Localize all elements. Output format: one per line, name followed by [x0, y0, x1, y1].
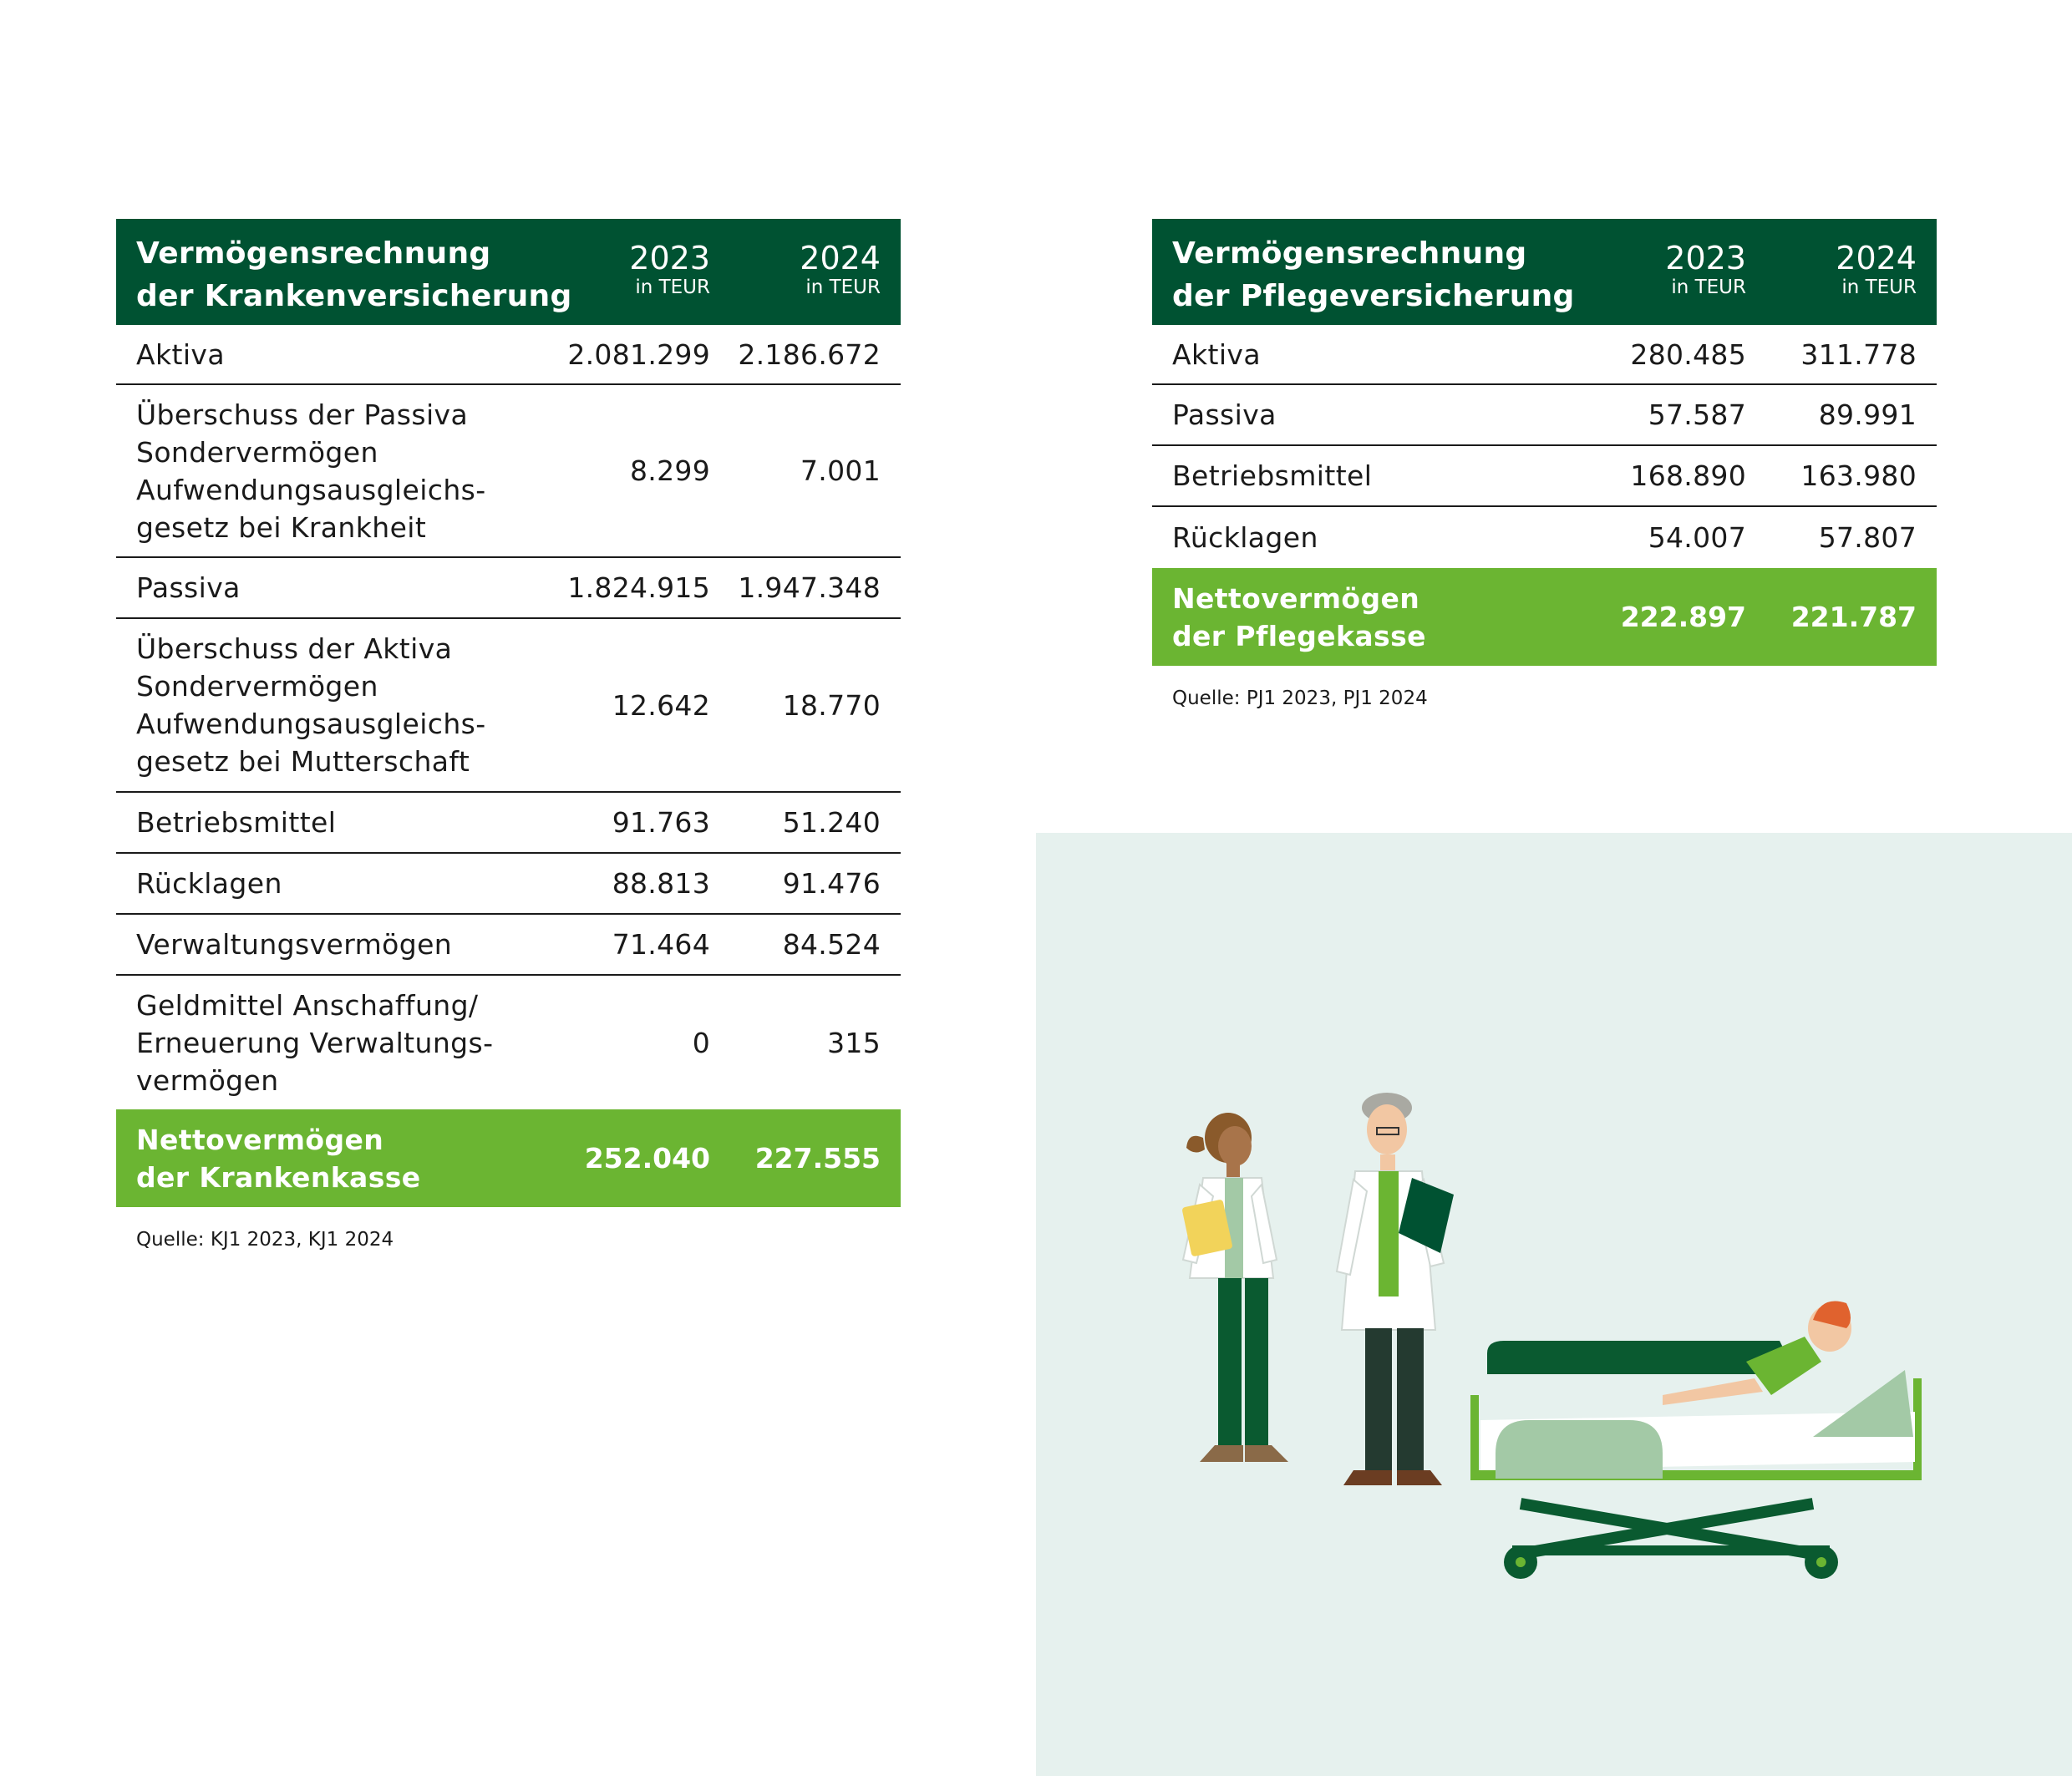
value-2024: 18.770 — [782, 688, 881, 722]
value-2023: 88.813 — [612, 867, 710, 900]
row-label: Aktiva — [136, 337, 225, 371]
row-label: Aktiva — [1172, 337, 1261, 371]
table-row — [116, 854, 901, 915]
value-2024: 91.476 — [782, 867, 881, 900]
net-value-2023: 252.040 — [584, 1142, 710, 1175]
value-2023: 8.299 — [630, 454, 710, 487]
table-header — [116, 219, 901, 325]
row-label: Überschuss der Aktiva Sondervermögen Aufwendungsausgleichs- gesetz bei Mutterschaft — [136, 632, 486, 778]
value-2024: 57.807 — [1818, 521, 1917, 554]
table-row — [116, 325, 901, 385]
net-assets-row — [116, 1109, 901, 1207]
net-assets-row — [1152, 568, 1937, 666]
row-label: Überschuss der Passiva Sondervermögen Aufwendungsausgleichs- gesetz bei Krankheit — [136, 398, 486, 544]
value-2023: 12.642 — [612, 688, 710, 722]
table-row — [1152, 446, 1937, 507]
value-2023: 54.007 — [1648, 521, 1746, 554]
row-label: Verwaltungsvermögen — [136, 928, 453, 961]
value-2024: 315 — [827, 1026, 881, 1059]
column-header-2024: 2024 in TEUR — [1836, 240, 1917, 298]
row-label: Passiva — [1172, 398, 1277, 431]
row-label: Rücklagen — [1172, 521, 1318, 554]
pflegeversicherung-table — [1152, 219, 1937, 709]
value-2023: 57.587 — [1648, 398, 1746, 431]
column-header-2024: 2024 in TEUR — [800, 240, 881, 298]
value-2024: 51.240 — [782, 806, 881, 839]
value-2023: 280.485 — [1630, 337, 1746, 371]
value-2023: 91.763 — [612, 806, 710, 839]
table-row — [116, 976, 901, 1109]
table-row — [116, 915, 901, 976]
source-note: Quelle: PJ1 2023, PJ1 2024 — [1172, 688, 1428, 709]
value-2023: 1.824.915 — [567, 571, 710, 604]
row-label: Passiva — [136, 571, 241, 604]
row-label: Betriebsmittel — [1172, 459, 1373, 492]
value-2024: 311.778 — [1800, 337, 1917, 371]
value-2023: 2.081.299 — [567, 337, 710, 371]
value-2024: 163.980 — [1800, 459, 1917, 492]
value-2024: 89.991 — [1818, 398, 1917, 431]
table-row — [1152, 325, 1937, 385]
table-row — [116, 793, 901, 854]
table-title: Vermögensrechnung der Krankenversicherung — [136, 236, 572, 313]
column-header-2023: 2023 in TEUR — [1665, 240, 1746, 298]
value-2024: 7.001 — [800, 454, 881, 487]
row-label: Geldmittel Anschaffung/ Erneuerung Verwaltungs- vermögen — [136, 988, 494, 1097]
value-2024: 84.524 — [782, 928, 881, 961]
value-2024: 2.186.672 — [738, 337, 881, 371]
hospital-bed — [1470, 1341, 1922, 1579]
net-label: Nettovermögen der Pflegekasse — [1172, 581, 1426, 652]
row-label: Rücklagen — [136, 867, 282, 900]
doctors-patient-illustration — [1145, 1078, 1938, 1596]
net-value-2024: 221.787 — [1790, 601, 1917, 633]
table-title: Vermögensrechnung der Pflegeversicherung — [1172, 236, 1575, 313]
table-row — [116, 385, 901, 558]
table-row — [116, 558, 901, 619]
male-doctor-figure — [1337, 1093, 1454, 1485]
table-row — [1152, 385, 1937, 446]
value-2023: 71.464 — [612, 928, 710, 961]
krankenversicherung-table — [116, 219, 901, 1251]
column-header-2023: 2023 in TEUR — [629, 240, 710, 298]
table-row — [1152, 507, 1937, 568]
net-value-2023: 222.897 — [1620, 601, 1746, 633]
source-note: Quelle: KJ1 2023, KJ1 2024 — [136, 1229, 394, 1251]
female-doctor-figure — [1181, 1113, 1288, 1462]
value-2024: 1.947.348 — [738, 571, 881, 604]
table-row — [116, 619, 901, 793]
net-label: Nettovermögen der Krankenkasse — [136, 1123, 421, 1194]
net-value-2024: 227.555 — [754, 1142, 881, 1175]
value-2023: 0 — [692, 1026, 710, 1059]
table-header — [1152, 219, 1937, 325]
value-2023: 168.890 — [1630, 459, 1746, 492]
row-label: Betriebsmittel — [136, 806, 337, 839]
